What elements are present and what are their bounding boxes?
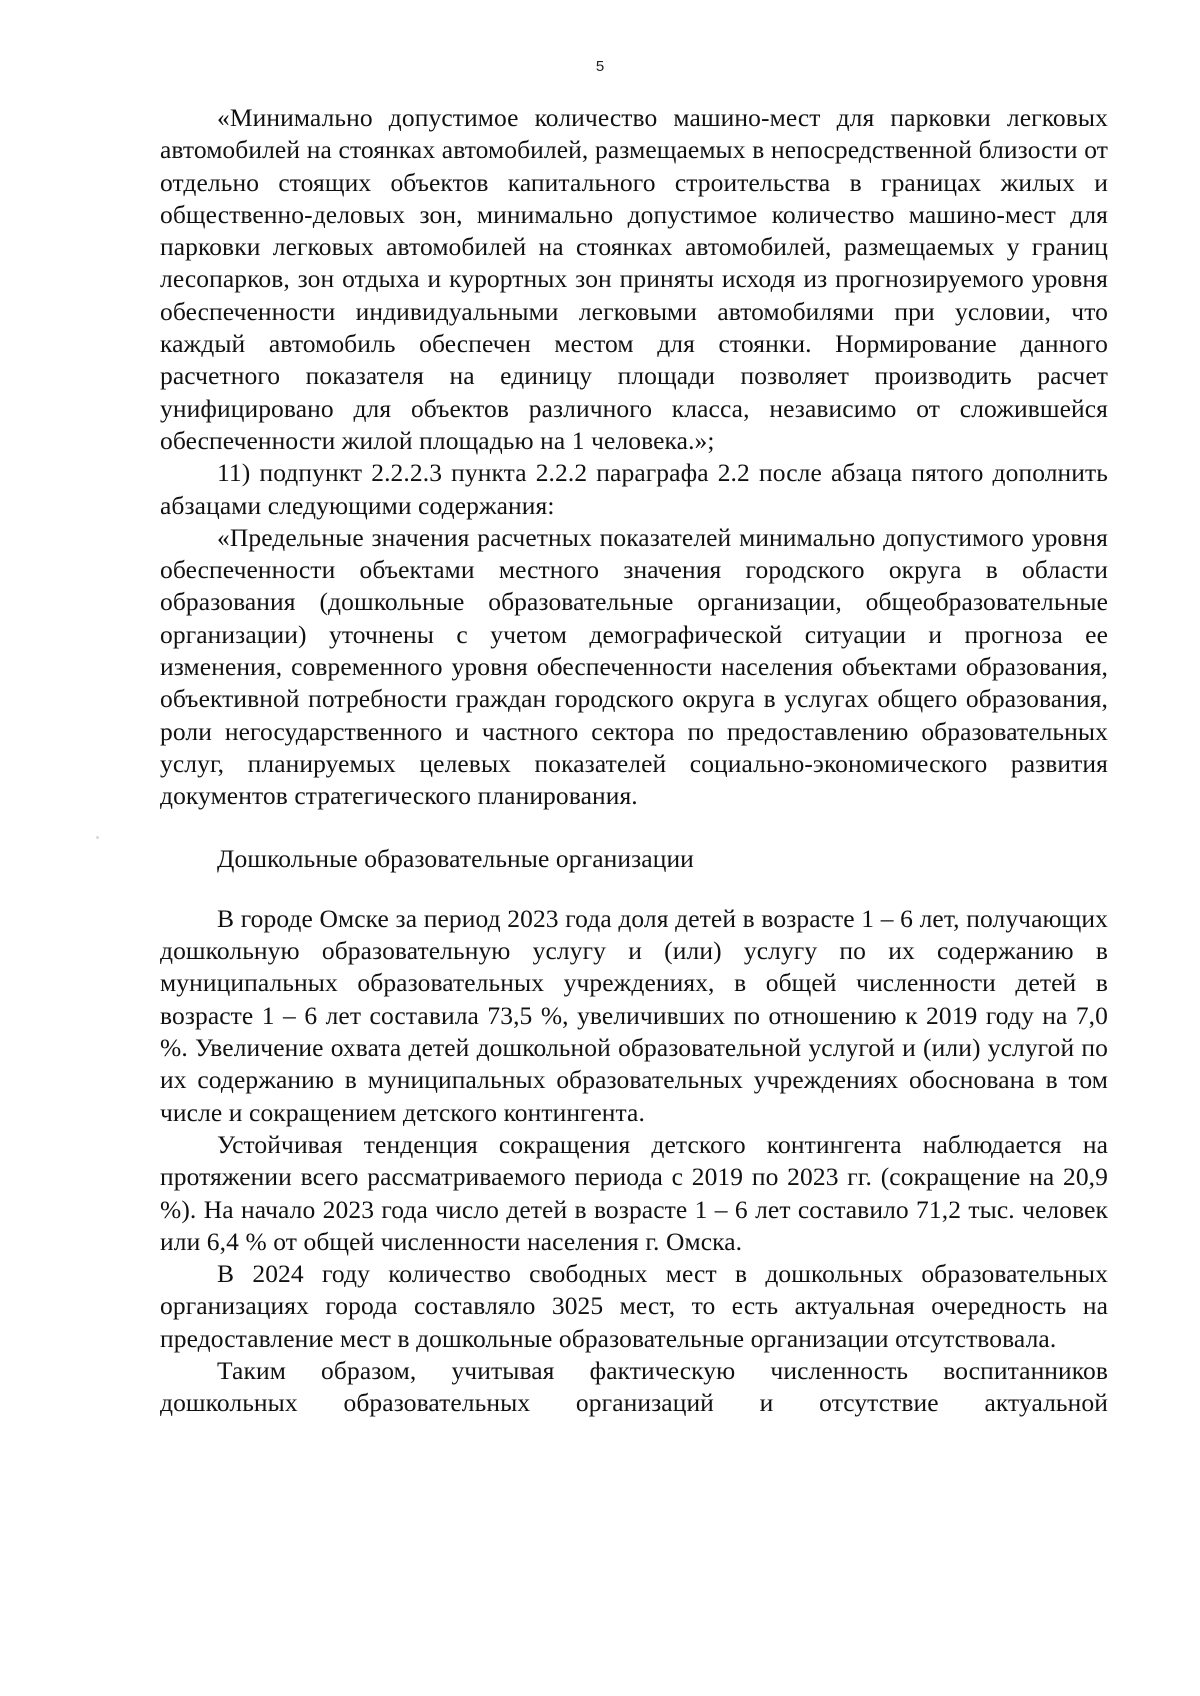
section-heading: Дошкольные образовательные организации	[217, 843, 694, 873]
document-body	[160, 102, 1108, 1420]
paragraph-omsk-2023: В городе Омске за период 2023 года доля детей в возрасте 1 – 6 лет, получающих дошкольную образовательную услугу и (или) услугу по их содержанию в муниципальных образовательных учреждениях, в общей численности детей в возрасте 1 – 6 лет составила 73,5 %, увеличивших по отношению к 2019 году на 7,0 %. Увеличение охвата детей дошкольной образовательной услугой и (или) услугой по их содержанию в муниципальных образовательных учреждениях обоснована в том числе и сокращением детского контингента.	[160, 903, 1108, 1127]
paragraph-quote-parking: «Минимально допустимое количество машино-мест для парковки легковых автомобилей на стоянках автомобилей, размещаемых в непосредственной близости от отдельно стоящих объектов капитального строительства в границах жилых и общественно-деловых зон, минимально допустимое количество машино-мест для парковки легковых автомобилей на стоянках автомобилей, размещаемых у границ лесопарков, зон отдыха и курортных зон приняты исходя из прогнозируемого уровня обеспеченности индивидуальными легковыми автомобилями при условии, что каждый автомобиль обеспечен местом для стоянки. Нормирование данного расчетного показателя на единицу площади позволяет производить расчет унифицировано для объектов различного класса, независимо от сложившейся обеспеченности жилой площадью на 1 человека.»;	[160, 103, 1108, 455]
paragraph-item-11: 11) подпункт 2.2.2.3 пункта 2.2.2 параграфа 2.2 после абзаца пятого дополнить абзацами следующими содержания:	[160, 458, 1108, 520]
scan-artifact-dot	[96, 836, 99, 839]
page-number: 5	[595, 58, 605, 75]
paragraph-trend: Устойчивая тенденция сокращения детского контингента наблюдается на протяжении всего рассматриваемого периода с 2019 по 2023 гг. (сокращение на 20,9 %). На начало 2023 года число детей в возрасте 1 – 6 лет составило 71,2 тыс. человек или 6,4 % от общей численности населения г. Омска.	[160, 1129, 1108, 1256]
paragraph-places-2024: В 2024 году количество свободных мест в дошкольных образовательных организациях города составляло 3025 мест, то есть актуальная очередность на предоставление мест в дошкольные образовательные организации отсутствовала.	[160, 1259, 1108, 1353]
paragraph-quote-education: «Предельные значения расчетных показателей минимально допустимого уровня обеспеченности объектами местного значения городского округа в области образования (дошкольные образовательные организации, общеобразовательные организации) уточнены с учетом демографической ситуации и прогноза ее изменения, современного уровня обеспеченности населения объектами образования, объективной потребности граждан городского округа в услугах общего образования, роли негосударственного и частного сектора по предоставлению образовательных услуг, планируемых целевых показателей социально-экономического развития документов стратегического планирования.	[160, 522, 1108, 811]
paragraph-conclusion: Таким образом, учитывая фактическую численность воспитанников дошкольных образовательных организаций и отсутствие актуальной	[160, 1355, 1108, 1418]
